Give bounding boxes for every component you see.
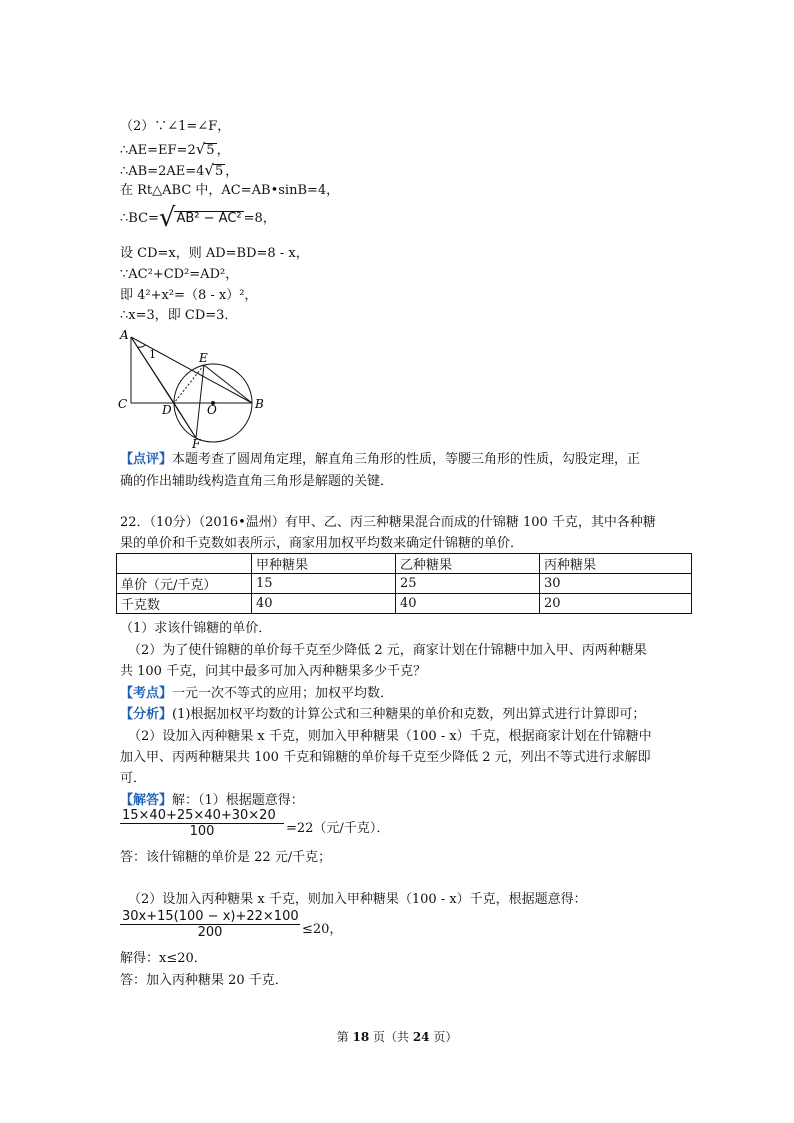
segment-eb <box>204 365 252 403</box>
comment-text: 本题考查了圆周角定理，解直角三角形的性质，等腰三角形的性质，勾股定理，正 <box>172 452 641 467</box>
text: ∴AE=EF=2 <box>120 143 196 158</box>
radical-sign: √ <box>204 161 214 179</box>
solution-line-5 <box>120 203 276 233</box>
table-cell: 丙种糖果 <box>540 554 692 574</box>
label-e: E <box>199 351 208 365</box>
solve-line: 解得：x≤20． <box>120 951 207 966</box>
segment-ef <box>196 365 204 438</box>
solution-line-9: ∴x=3，即 CD=3． <box>120 308 238 323</box>
part2-setup: （2）设加入丙种糖果 x 千克，则加入甲种糖果（100 - x）千克，根据题意得： <box>128 892 587 907</box>
fenxi-line-1 <box>120 706 645 724</box>
table-cell: 单价（元/千克） <box>117 574 252 594</box>
q22-sub-1: （1）求该什锦糖的单价． <box>120 621 272 636</box>
page-number: 18 <box>352 1030 370 1044</box>
solution-line-7: ∵AC²+CD²=AD²， <box>120 267 239 282</box>
table-cell: 30 <box>540 574 692 594</box>
radicand: 5 <box>206 143 215 158</box>
text: ， <box>225 164 239 179</box>
radical-sign: √ <box>195 140 206 158</box>
footer-text: 第 <box>336 1030 353 1044</box>
fraction-tail: =22（元/千克）． <box>286 821 390 836</box>
solution-line-2 <box>120 140 230 160</box>
label-o: O <box>207 403 217 417</box>
table-cell: 千克数 <box>117 594 252 614</box>
fenxi-line-3: 加入甲、丙两种糖果共 100 千克和锦糖的单价每千克至少降低 2 元，列出不等式进行求解即 <box>120 750 651 765</box>
fenxi-tag: 【分析】 <box>120 707 173 722</box>
kaodian-line <box>120 685 393 703</box>
fenxi-text: (1)根据加权平均数的计算公式和三种糖果的单价和克数，列出算式进行计算即可； <box>172 707 646 722</box>
table-cell: 40 <box>252 594 396 614</box>
label-a: A <box>120 328 129 342</box>
text: ， <box>216 143 230 158</box>
radicand: AB² − AC² <box>176 211 242 226</box>
solution-line-4: 在 Rt△ABC 中，AC=AB•sinB=4， <box>120 183 340 198</box>
label-d: D <box>162 403 172 417</box>
answer-2: 答：加入丙种糖果 20 千克． <box>120 973 288 988</box>
jieda-tag: 【解答】 <box>120 793 173 808</box>
q22-intro-2: 果的单价和千克数如表所示，商家用加权平均数来确定什锦糖的单价． <box>120 536 524 551</box>
table-header-row <box>117 554 692 574</box>
fenxi-line-2: （2）设加入丙种糖果 x 千克，则加入甲种糖果（100 - x）千克，根据商家计划在什锦糖中 <box>128 729 652 744</box>
solution-line-8: 即 4²+x²=（8 - x）²， <box>120 288 258 303</box>
fraction-denominator: 100 <box>189 824 215 839</box>
table-row <box>117 574 692 594</box>
q22-sub-2b: 共 100 千克，问其中最多可加入丙种糖果多少千克？ <box>120 664 427 679</box>
footer-text: 页（共 <box>369 1030 413 1044</box>
solution-line-3 <box>120 161 238 181</box>
text: =8， <box>243 211 276 226</box>
comment-line-2: 确的作出辅助线构造直角三角形是解题的关键． <box>120 474 394 489</box>
text: ∴AB=2AE=4 <box>120 164 205 179</box>
q22-intro-1: 22．（10分）（2016•温州）有甲、乙、丙三种糖果混合而成的什锦糖 100 千克，其中各种糖 <box>120 515 656 530</box>
fraction-numerator: 30x+15(100 − x)+22×100 <box>122 909 299 924</box>
geometry-figure <box>112 326 282 450</box>
fraction-numerator: 15×40+25×40+30×20 <box>120 808 284 824</box>
solution-line-6: 设 CD=x，则 AD=BD=8 - x， <box>120 246 309 261</box>
page-total: 24 <box>412 1030 430 1044</box>
radical-sign: √ <box>158 203 176 233</box>
fraction-2 <box>120 909 343 940</box>
label-b: B <box>255 397 264 411</box>
label-one: 1 <box>149 348 156 361</box>
candy-table <box>116 553 692 614</box>
table-cell: 15 <box>252 574 396 594</box>
label-c: C <box>118 397 128 411</box>
table-row <box>117 594 692 614</box>
table-cell: 甲种糖果 <box>252 554 396 574</box>
fraction-tail: ≤20， <box>302 922 343 937</box>
answer-1: 答：该什锦糖的单价是 22 元/千克； <box>120 850 332 865</box>
kaodian-text: 一元一次不等式的应用；加权平均数． <box>172 686 394 701</box>
comment-line-1 <box>120 451 640 469</box>
table-cell: 乙种糖果 <box>396 554 540 574</box>
fraction-denominator: 200 <box>197 925 223 940</box>
radicand: 5 <box>214 164 224 179</box>
q22-sub-2a: （2）为了使什锦糖的单价每千克至少降低 2 元，商家计划在什锦糖中加入甲、丙两种糖果 <box>128 643 647 658</box>
segment-df <box>174 403 196 438</box>
fraction-1 <box>120 808 390 839</box>
text: ∴BC= <box>120 211 159 226</box>
solution-line-1: （2）∵∠1=∠F， <box>120 119 231 134</box>
kaodian-tag: 【考点】 <box>120 686 173 701</box>
table-cell: 20 <box>540 594 692 614</box>
label-f: F <box>192 437 201 450</box>
comment-tag: 【点评】 <box>120 452 173 467</box>
footer-text: 页） <box>429 1030 458 1044</box>
angle-arc <box>137 345 145 347</box>
jieda-text: 解：（1）根据题意得： <box>172 793 304 808</box>
table-cell: 40 <box>396 594 540 614</box>
page-footer <box>0 1028 794 1045</box>
fenxi-line-4: 可． <box>120 771 147 786</box>
table-cell: 25 <box>396 574 540 594</box>
table-cell <box>117 554 252 574</box>
